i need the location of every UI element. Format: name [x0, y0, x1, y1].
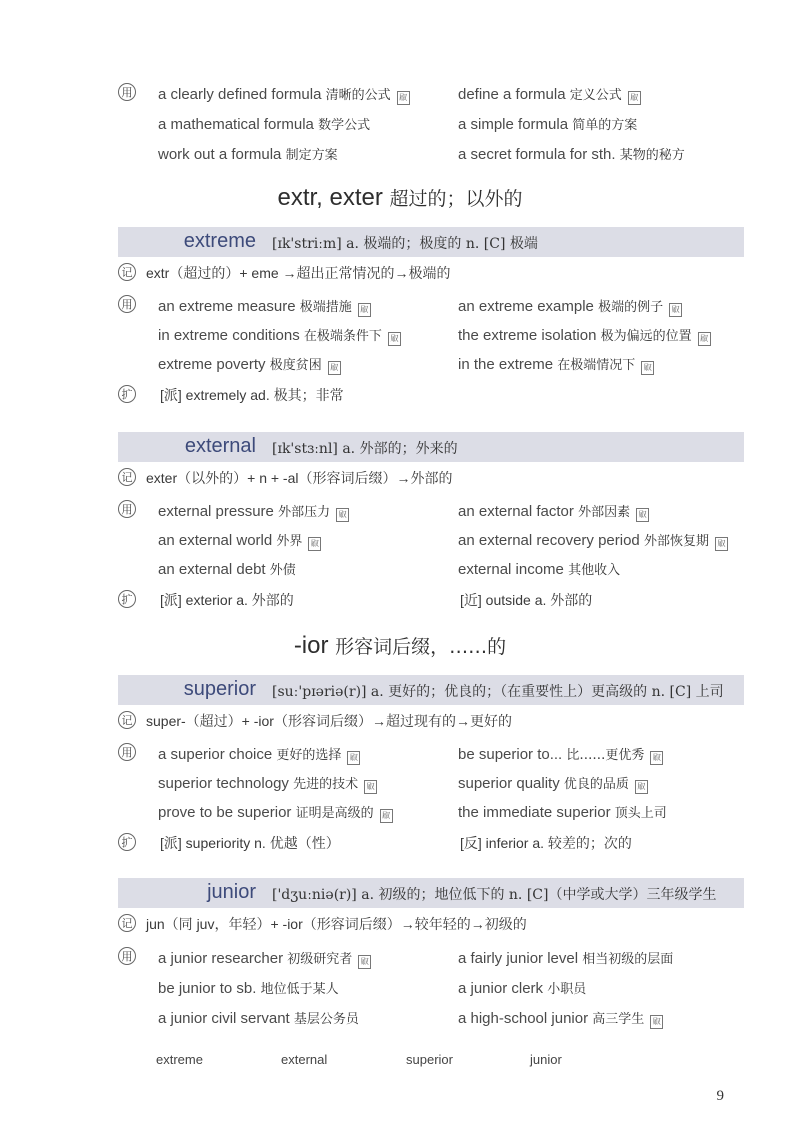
usage-phrase: [458, 144, 685, 163]
phrase-chinese: 先进的技术: [293, 777, 359, 792]
usage-phrase: [458, 84, 641, 105]
example-icon[interactable]: 㕞: [650, 751, 663, 765]
usage-icon: 用: [118, 83, 136, 101]
example-icon[interactable]: 㕞: [380, 809, 393, 823]
phrase-chinese: 小职员: [547, 982, 587, 997]
memory-tip: [118, 263, 758, 283]
memory-tip: [118, 914, 758, 934]
memory-icon: 记: [118, 263, 136, 281]
usage-phrase: [158, 559, 296, 578]
phrase-english: an external world: [158, 532, 273, 549]
usage-phrase: [458, 325, 711, 346]
phrase-chinese: 初级研究者: [287, 952, 353, 967]
memory-text: super-（超过）+ -ior（形容词后缀）→超过现有的→更好的: [146, 713, 512, 729]
phrase-english: a fairly junior level: [458, 950, 579, 967]
page-number: 9: [716, 1088, 724, 1104]
example-icon[interactable]: 㕞: [358, 303, 371, 317]
checklist-word: superior: [406, 1052, 453, 1067]
example-icon[interactable]: 㕞: [715, 537, 728, 551]
headword-bar: [118, 878, 744, 908]
phrase-english: an extreme example: [458, 298, 594, 315]
usage-phrase: [458, 1008, 663, 1029]
phrase-chinese: 极端的例子: [598, 300, 664, 315]
phrase-english: a mathematical formula: [158, 116, 314, 133]
phrase-chinese: 比……更优秀: [566, 748, 645, 763]
usage-phrase: [158, 296, 371, 317]
phrase-english: a superior choice: [158, 746, 273, 763]
phrase-chinese: 高三学生: [592, 1012, 645, 1027]
usage-icon: 用: [118, 295, 136, 313]
phrase-chinese: 外债: [269, 563, 296, 578]
usage-phrase: [158, 802, 393, 823]
usage-phrase: [458, 354, 654, 375]
phrase-english: an external recovery period: [458, 532, 640, 549]
headword-bar: [118, 227, 744, 257]
usage-phrase: [458, 773, 648, 794]
phrase-english: define a formula: [458, 86, 566, 103]
headword-bar: [118, 432, 744, 462]
usage-phrase: [158, 144, 338, 163]
headword: extreme: [183, 230, 256, 252]
usage-phrase: [158, 114, 370, 133]
phrase-english: an external factor: [458, 503, 574, 520]
example-icon[interactable]: 㕞: [636, 508, 649, 522]
checklist-word: external: [281, 1052, 328, 1067]
root-text: extr, exter: [277, 184, 383, 211]
phrase-english: extreme poverty: [158, 356, 266, 373]
phrase-english: in the extreme: [458, 356, 554, 373]
usage-phrase: [458, 978, 586, 997]
phrase-english: be junior to sb.: [158, 980, 257, 997]
phrase-chinese: 在极端条件下: [303, 329, 382, 344]
phrase-chinese: 在极端情况下: [557, 358, 636, 373]
phrase-english: a junior researcher: [158, 950, 284, 967]
phrase-english: an extreme measure: [158, 298, 296, 315]
phrase-chinese: 定义公式: [569, 88, 622, 103]
example-icon[interactable]: 㕞: [308, 537, 321, 551]
phrase-english: superior quality: [458, 775, 560, 792]
phrase-english: the extreme isolation: [458, 327, 597, 344]
usage-phrase: [158, 978, 339, 997]
usage-phrase: [158, 501, 349, 522]
phrase-chinese: 极为偏远的位置: [600, 329, 692, 344]
phrase-english: be superior to...: [458, 746, 563, 763]
checklist-word: junior: [530, 1052, 562, 1067]
phrase-english: a high-school junior: [458, 1010, 589, 1027]
phrase-chinese: 清晰的公式: [325, 88, 391, 103]
usage-phrase: [158, 530, 321, 551]
phrase-chinese: 极端措施: [299, 300, 352, 315]
phrase-english: the immediate superior: [458, 804, 611, 821]
phrase-chinese: 极度贫困: [269, 358, 322, 373]
headword-definition: [ɪk'striːm] a. 极端的；极度的 n. [C] 极端: [272, 236, 538, 252]
example-icon[interactable]: 㕞: [364, 780, 377, 794]
headword-definition: ['dʒuːniə(r)] a. 初级的；地位低下的 n. [C]（中学或大学）三年级学生: [272, 887, 717, 903]
phrase-chinese: 外部压力: [278, 505, 331, 520]
example-icon[interactable]: 㕞: [358, 955, 371, 969]
root-meaning: 超过的；以外的: [389, 188, 523, 210]
root-text: -ior: [293, 632, 329, 659]
phrase-english: in extreme conditions: [158, 327, 300, 344]
headword: external: [184, 435, 256, 457]
headword: junior: [207, 881, 256, 903]
phrase-chinese: 简单的方案: [572, 118, 638, 133]
usage-phrase: [158, 948, 371, 969]
phrase-english: a clearly defined formula: [158, 86, 322, 103]
usage-phrase: [158, 84, 410, 105]
extension-icon: 扩: [118, 833, 136, 851]
checklist-word: extreme: [156, 1052, 203, 1067]
usage-phrase: [158, 773, 377, 794]
phrase-chinese: 某物的秘方: [619, 148, 685, 163]
phrase-chinese: 外界: [276, 534, 303, 549]
example-icon[interactable]: 㕞: [336, 508, 349, 522]
phrase-english: a junior civil servant: [158, 1010, 290, 1027]
usage-phrase: [458, 744, 663, 765]
phrase-chinese: 数学公式: [318, 118, 371, 133]
usage-phrase: [458, 114, 637, 133]
example-icon[interactable]: 㕞: [669, 303, 682, 317]
headword-bar: [118, 675, 744, 705]
memory-tip: [118, 468, 758, 488]
phrase-chinese: 外部因素: [578, 505, 631, 520]
phrase-english: external pressure: [158, 503, 274, 520]
usage-icon: 用: [118, 947, 136, 965]
example-icon[interactable]: 㕞: [698, 332, 711, 346]
usage-icon: 用: [118, 743, 136, 761]
example-icon[interactable]: 㕞: [328, 361, 341, 375]
usage-block: [118, 499, 758, 586]
phrase-chinese: 制定方案: [285, 148, 338, 163]
example-icon[interactable]: 㕞: [397, 91, 410, 105]
extension-line: [118, 590, 758, 610]
extension-left: [派] exterior a. 外部的: [160, 592, 294, 608]
usage-block: [118, 742, 758, 829]
phrase-english: prove to be superior: [158, 804, 292, 821]
extension-line: [118, 833, 758, 853]
phrase-english: a junior clerk: [458, 980, 544, 997]
headword: superior: [183, 678, 256, 700]
extension-right: [反] inferior a. 较差的；次的: [460, 835, 632, 851]
extension-icon: 扩: [118, 385, 136, 403]
extension-left: [派] extremely ad. 极其；非常: [160, 387, 344, 403]
phrase-chinese: 外部恢复期: [643, 534, 709, 549]
usage-phrase: [458, 530, 728, 551]
phrase-chinese: 相当初级的层面: [582, 952, 674, 967]
phrase-english: external income: [458, 561, 564, 578]
usage-phrase: [158, 1008, 359, 1027]
memory-icon: 记: [118, 468, 136, 486]
extension-right: [近] outside a. 外部的: [460, 592, 593, 608]
phrase-chinese: 顶头上司: [614, 806, 667, 821]
usage-phrase: [458, 802, 667, 821]
phrase-chinese: 更好的选择: [276, 748, 342, 763]
phrase-chinese: 其他收入: [568, 563, 621, 578]
usage-phrase: [458, 501, 649, 522]
phrase-english: work out a formula: [158, 146, 282, 163]
phrase-english: a secret formula for sth.: [458, 146, 616, 163]
phrase-english: an external debt: [158, 561, 266, 578]
example-icon[interactable]: 㕞: [388, 332, 401, 346]
extension-left: [派] superiority n. 优越（性）: [160, 835, 340, 851]
root-heading: [0, 632, 800, 660]
usage-phrase: [158, 354, 341, 375]
usage-phrase: [458, 948, 673, 967]
root-heading: [0, 184, 800, 212]
example-icon[interactable]: 㕞: [641, 361, 654, 375]
phrase-chinese: 证明是高级的: [295, 806, 374, 821]
usage-phrase: [458, 559, 620, 578]
memory-icon: 记: [118, 914, 136, 932]
phrase-english: a simple formula: [458, 116, 569, 133]
example-icon[interactable]: 㕞: [635, 780, 648, 794]
memory-text: extr（超过的）+ eme →超出正常情况的→极端的: [146, 265, 451, 281]
phrase-chinese: 基层公务员: [293, 1012, 359, 1027]
memory-text: exter（以外的）+ n + -al（形容词后缀）→外部的: [146, 470, 453, 486]
memory-tip: [118, 711, 758, 731]
extension-icon: 扩: [118, 590, 136, 608]
usage-phrase: [458, 296, 682, 317]
headword-definition: [ɪk'stɜːnl] a. 外部的；外来的: [272, 441, 458, 457]
usage-block: [118, 294, 758, 381]
phrase-chinese: 地位低于某人: [260, 982, 339, 997]
phrase-english: superior technology: [158, 775, 289, 792]
root-meaning: 形容词后缀，……的: [335, 636, 507, 658]
memory-icon: 记: [118, 711, 136, 729]
usage-phrase: [158, 744, 360, 765]
example-icon[interactable]: 㕞: [628, 91, 641, 105]
example-icon[interactable]: 㕞: [650, 1015, 663, 1029]
usage-icon: 用: [118, 500, 136, 518]
example-icon[interactable]: 㕞: [347, 751, 360, 765]
phrase-chinese: 优良的品质: [563, 777, 629, 792]
usage-phrase: [158, 325, 401, 346]
usage-block: [118, 946, 758, 1036]
usage-block: [118, 82, 758, 172]
headword-definition: [suː'pɪəriə(r)] a. 更好的；优良的；（在重要性上）更高级的 n. [C] 上司: [272, 684, 724, 700]
extension-line: [118, 385, 758, 405]
memory-text: jun（同 juv，年轻）+ -ior（形容词后缀）→较年轻的→初级的: [146, 916, 527, 932]
